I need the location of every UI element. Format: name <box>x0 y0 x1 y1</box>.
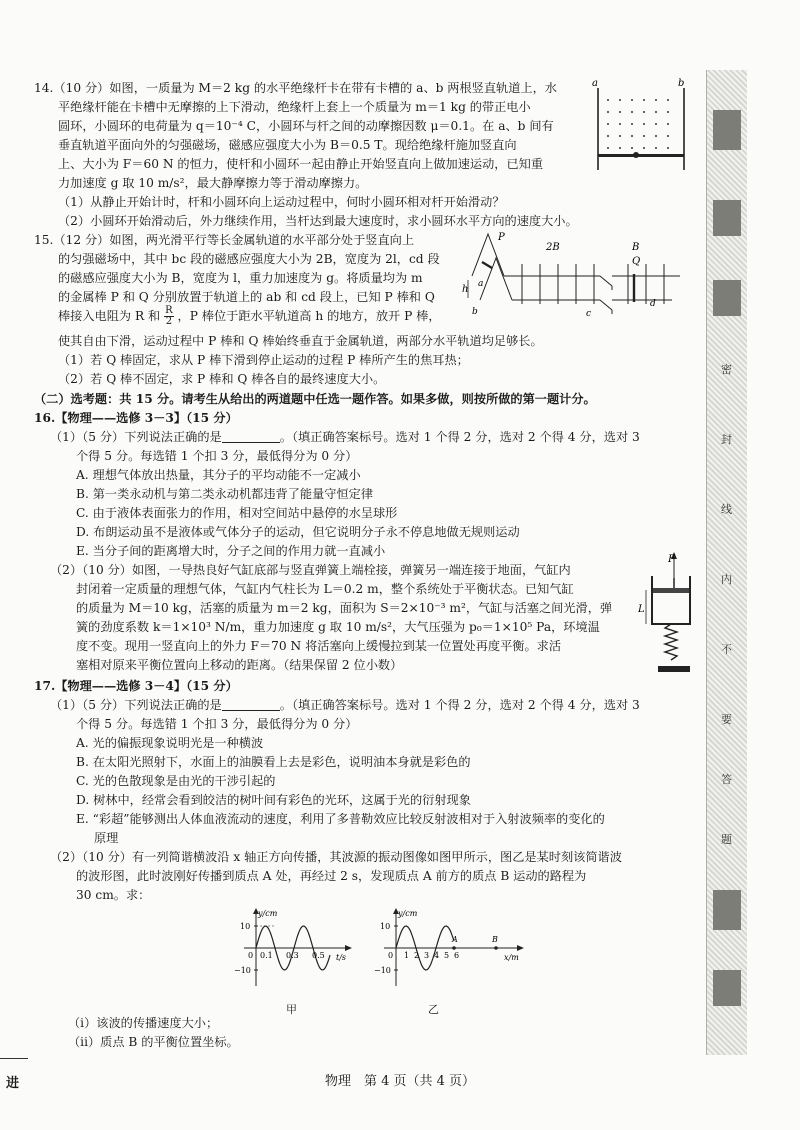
q15-line-4: 的金属棒 P 和 Q 分别放置于轨道上的 ab 和 cd 段上，已知 P 棒和 Q <box>58 290 435 304</box>
seal-block-2 <box>713 200 741 236</box>
q15-line-1: 15.（12 分）如图，两光滑平行等长金属轨道的水平部分处于竖直向上 <box>34 233 415 247</box>
yi-xtick-6: 6 <box>454 951 460 960</box>
q17-title: 17.【物理——选修 3－4】（15 分） <box>34 679 238 693</box>
q17-p1-line-1 <box>50 696 640 715</box>
yi-xtick-0: 0 <box>388 951 394 960</box>
q16-p1-post: 。（填正确答案标号。选对 1 个得 2 分，选对 2 个得 4 分，选对 3 <box>279 430 640 444</box>
q15-label-Q: Q <box>632 256 641 267</box>
q17-p1-post: 。（填正确答案标号。选对 1 个得 2 分，选对 2 个得 4 分，选对 3 <box>279 698 640 712</box>
q17-option-E: E. “彩超”能够测出人体血液流动的速度，利用了多普勒效应比较反射波相对于入射波频率的变化的 <box>76 812 605 826</box>
q15-sub-1: （1）若 Q 棒固定，求从 P 棒下滑到停止运动的过程 P 棒所产生的焦耳热； <box>58 353 469 367</box>
q15-line-2: 的匀强磁场中，其中 bc 段的磁感应强度大小为 2B，宽度为 2l，cd 段 <box>58 252 440 266</box>
q17-option-D: D. 树林中，经常会看到皎洁的树叶间有彩色的光环，这属于光的衍射现象 <box>76 793 471 807</box>
q17-chart-jia <box>228 906 356 994</box>
q16-option-D: D. 布朗运动虽不是液体或气体分子的运动，但它说明分子永不停息地做无规则运动 <box>76 525 520 539</box>
q17-p1-pre: （1）（5 分）下列说法正确的是 <box>50 698 222 712</box>
q14-figure <box>592 78 692 178</box>
q17-sub-ii: （ii）质点 B 的平衡位置坐标。 <box>68 1035 239 1049</box>
yi-point-B: B <box>492 935 498 944</box>
q15-line-3: 的磁感应强度大小为 B，宽度为 l，重力加速度为 g。将质量均为 m <box>58 271 423 285</box>
yi-xtick-1: 1 <box>404 951 410 960</box>
q16-p2-line-5: 度不变。现用一竖直向上的外力 F＝70 N 将活塞向上缓慢拉到某一位置处再度平衡。求活 <box>76 639 562 653</box>
q14-line-2: 平绝缘杆能在卡槽中无摩擦的上下滑动，绝缘杆上套上一个质量为 m＝1 kg 的带正电小 <box>58 100 531 114</box>
q15-label-2B: 2B <box>546 242 560 253</box>
seal-block-3 <box>713 280 741 316</box>
q17-p1-line-2: 个得 5 分。每选错 1 个扣 3 分，最低得分为 0 分） <box>76 717 358 731</box>
jia-ytick-neg10: −10 <box>234 966 251 975</box>
yi-xlabel: x/m <box>504 953 519 962</box>
q16-title: 16.【物理——选修 3－3】（15 分） <box>34 411 238 425</box>
seal-char-3: 线 <box>721 503 732 516</box>
seal-sidebar <box>706 70 747 1055</box>
q15-label-h: h <box>462 284 469 295</box>
q17-p2-line-1: （2）（10 分）有一列简谐横波沿 x 轴正方向传播，其波源的振动图像如图甲所示，图乙是某时刻该简谐波 <box>50 850 622 864</box>
q17-caption-yi: 乙 <box>428 1003 439 1016</box>
q14-sub-2: （2）小圆环开始滑动后，外力继续作用，当杆达到最大速度时，求小圆环水平方向的速度大小。 <box>58 214 578 228</box>
yi-xtick-3: 3 <box>424 951 430 960</box>
jia-ytick-10: 10 <box>240 922 251 931</box>
q16-option-C: C. 由于液体表面张力的作用，相对空间站中悬停的水呈球形 <box>76 506 398 520</box>
corner-mark: 进 <box>6 1076 20 1091</box>
yi-xtick-5: 5 <box>444 951 450 960</box>
yi-point-A: A <box>452 935 458 944</box>
q15-label-d: d <box>650 299 656 309</box>
q16-p2-line-3: 的质量为 M＝10 kg，活塞的质量为 m＝2 kg，面积为 S＝2×10⁻³ m²，气缸与活塞之间光滑，弹 <box>76 601 613 615</box>
seal-char-4: 内 <box>721 573 732 586</box>
q15-line-5-pre: 棒接入电阻为 R 和 <box>58 309 161 323</box>
q17-p2-line-2: 的波形图，此时波刚好传播到质点 A 处，再经过 2 s，发现质点 A 前方的质点 B 运动的路程为 <box>76 869 587 883</box>
q16-figure <box>638 552 700 684</box>
yi-ytick-neg10: −10 <box>374 966 391 975</box>
q15-fraction <box>164 306 174 327</box>
seal-block-4 <box>713 890 741 930</box>
q14-line-4: 垂直轨道平面向外的匀强磁场，磁感应强度大小为 B＝0.5 T。现给绝缘杆施加竖直向 <box>58 138 517 152</box>
q16-option-B: B. 第一类永动机与第二类永动机都违背了能量守恒定律 <box>76 487 374 501</box>
q17-option-E-cont: 原理 <box>94 831 119 845</box>
q16-p2-line-6: 塞相对原来平衡位置向上移动的距离。（结果保留 2 位小数） <box>76 658 403 672</box>
q15-label-b: b <box>472 307 478 317</box>
seal-char-6: 要 <box>721 713 732 726</box>
page-footer: 物理 第 4 页（共 4 页） <box>324 1074 476 1089</box>
q17-chart-yi <box>370 906 530 994</box>
corner-line <box>0 1058 28 1059</box>
q16-label-F: F <box>668 554 675 565</box>
q15-label-c: c <box>586 309 592 319</box>
q15-label-B: B <box>632 242 640 253</box>
q14-line-1: 14.（10 分）如图，一质量为 M＝2 kg 的水平绝缘杆卡在带有卡槽的 a、b 两根竖直轨道上，水 <box>34 81 557 95</box>
q16-p2-line-1: （2）（10 分）如图，一导热良好气缸底部与竖直弹簧上端栓接，弹簧另一端连接于地面，气缸内 <box>50 563 571 577</box>
q16-answer-blank <box>222 430 280 443</box>
q16-p1-line-2: 个得 5 分。每选错 1 个扣 3 分，最低得分为 0 分） <box>76 449 358 463</box>
q16-p2-line-2: 封闭着一定质量的理想气体，气缸内气柱长为 L＝0.2 m，整个系统处于平衡状态。已知气缸 <box>76 582 574 596</box>
q17-answer-blank <box>222 698 280 711</box>
q17-option-A: A. 光的偏振现象说明光是一种横波 <box>76 736 264 750</box>
q15-sub-2: （2）若 Q 棒不固定，求 P 棒和 Q 棒各自的最终速度大小。 <box>58 372 386 386</box>
q16-p2-line-4: 簧的劲度系数 k＝1×10³ N/m，重力加速度 g 取 10 m/s²，大气压强为 p₀＝1×10⁵ Pa，环境温 <box>76 620 600 634</box>
seal-char-5: 不 <box>721 643 732 656</box>
yi-ytick-10: 10 <box>380 922 391 931</box>
seal-char-7: 答 <box>721 773 732 786</box>
q15-figure <box>462 228 702 328</box>
seal-char-8: 题 <box>721 833 732 846</box>
q14-line-6: 力加速度 g 取 10 m/s²，最大静摩擦力等于滑动摩擦力。 <box>58 176 368 190</box>
q16-p1-pre: （1）（5 分）下列说法正确的是 <box>50 430 222 444</box>
yi-xtick-4: 4 <box>434 951 440 960</box>
q17-option-C: C. 光的色散现象是由光的干涉引起的 <box>76 774 276 788</box>
q16-p1-line-1 <box>50 428 640 447</box>
seal-block-5 <box>713 970 741 1006</box>
q14-line-5: 上、大小为 F＝60 N 的恒力，使杆和小圆环一起由静止开始竖直向上做加速运动，已知重 <box>58 157 544 171</box>
yi-xtick-2: 2 <box>414 951 420 960</box>
jia-xtick-0: 0 <box>248 951 254 960</box>
q15-frac-num: R <box>165 305 173 316</box>
q14-label-a: a <box>592 78 598 89</box>
q15-line-5-post: ，P 棒位于距水平轨道高 h 的地方，放开 P 棒， <box>177 309 441 323</box>
q17-option-B: B. 在太阳光照射下，水面上的油膜看上去是彩色，说明油本身就是彩色的 <box>76 755 471 769</box>
q16-option-E: E. 当分子间的距离增大时，分子之间的作用力就一直减小 <box>76 544 386 558</box>
q14-line-3: 圆环，小圆环的电荷量为 q＝10⁻⁴ C，小圆环与杆之间的动摩擦因数 μ＝0.1。在 a、b 间有 <box>58 119 554 133</box>
q17-p2-line-3: 30 cm。求： <box>76 888 151 902</box>
q15-frac-den: 2 <box>165 316 173 327</box>
jia-ylabel: y/cm <box>258 909 278 918</box>
q14-sub-1: （1）从静止开始计时，杆和小圆环向上运动过程中，何时小圆环相对杆开始滑动？ <box>58 195 505 209</box>
jia-xlabel: t/s <box>336 953 347 962</box>
q14-label-b: b <box>678 78 685 89</box>
seal-char-2: 封 <box>721 433 732 446</box>
yi-ylabel: y/cm <box>398 909 418 918</box>
jia-xtick-0.1: 0.1 <box>260 951 273 960</box>
q15-line-5 <box>58 302 441 330</box>
section-2-heading: （二）选考题：共 15 分。请考生从给出的两道题中任选一题作答。如果多做，则按所做的第一题计分。 <box>34 392 596 406</box>
q15-label-P: P <box>498 232 505 243</box>
q17-sub-i: （i）该波的传播速度大小； <box>68 1016 219 1030</box>
jia-xtick-0.5: 0.5 <box>312 951 325 960</box>
q16-label-L: L <box>638 604 645 615</box>
seal-char-1: 密 <box>721 363 732 376</box>
q17-caption-jia: 甲 <box>286 1003 297 1016</box>
q16-option-A: A. 理想气体放出热量，其分子的平均动能不一定减小 <box>76 468 361 482</box>
seal-block-1 <box>713 110 741 150</box>
q15-label-a: a <box>478 279 484 289</box>
jia-xtick-0.3: 0.3 <box>286 951 299 960</box>
q15-line-6: 使其自由下滑，运动过程中 P 棒和 Q 棒始终垂直于金属轨道，两部分水平轨道均足够长。 <box>58 334 543 348</box>
